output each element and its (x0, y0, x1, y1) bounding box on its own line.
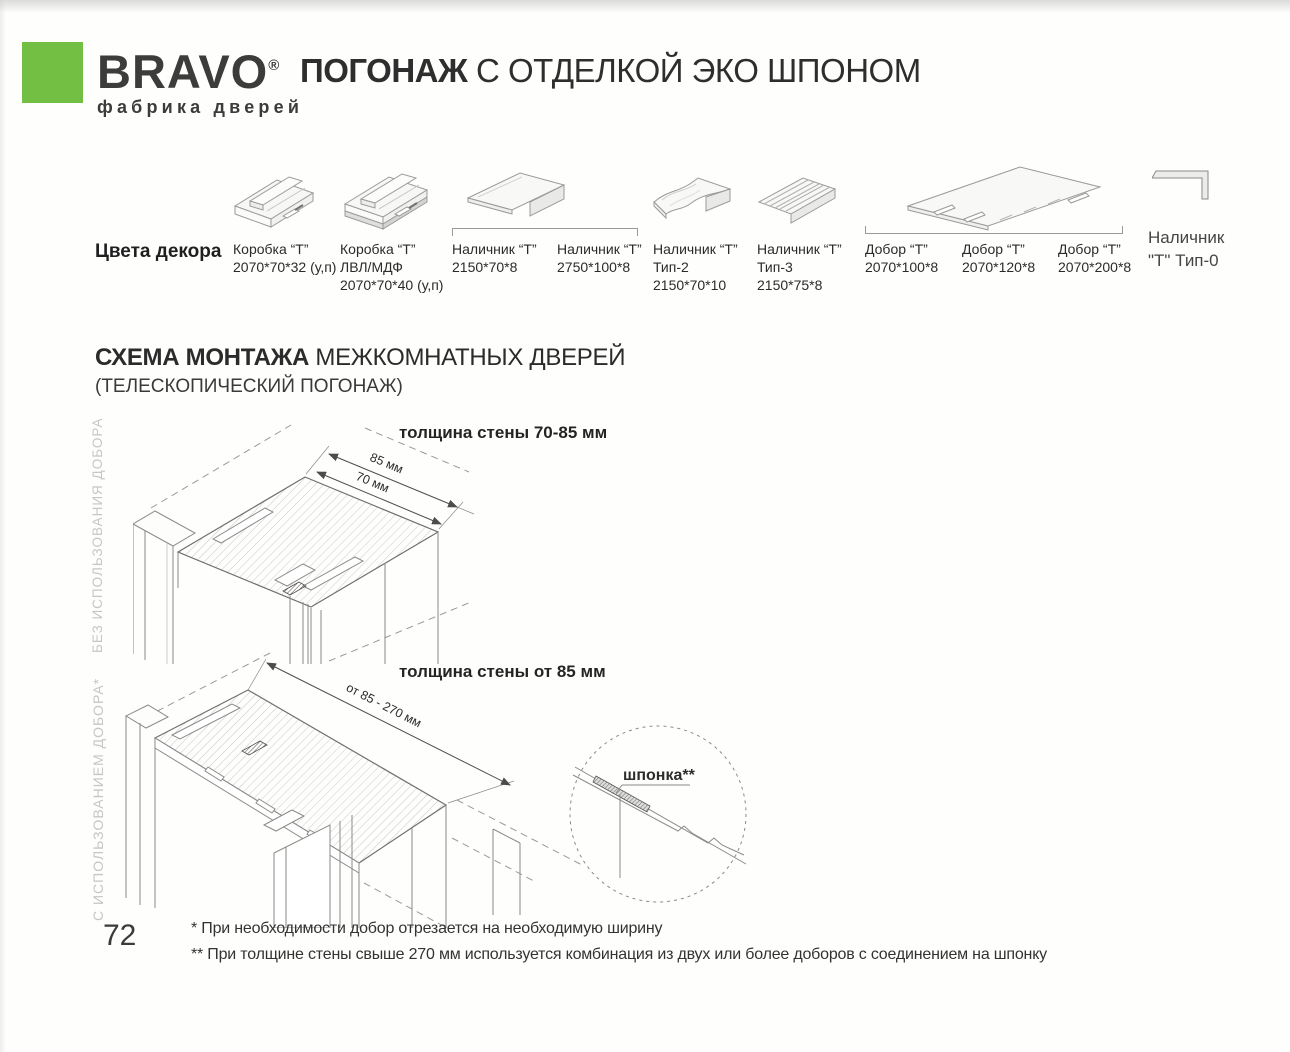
product-korobka-t: Коробка “Т” 2070*70*32 (у,п) (233, 241, 337, 275)
detail-circle (560, 714, 755, 914)
diagram2-caption: толщина стены от 85 мм (399, 662, 606, 681)
nalichnik-group-bracket (452, 228, 638, 236)
scan-edge-top (0, 0, 1290, 13)
brand-logo (97, 44, 303, 118)
product-nalichnik-tip0: Наличник "Т" Тип-0 (1148, 228, 1225, 270)
product-dobor-100: Добор “Т” 2070*100*8 (865, 241, 939, 275)
dobor-group-bracket (865, 226, 1123, 234)
decor-colors-label: Цвета декора (95, 241, 222, 262)
brand-tagline: фабрика дверей (97, 97, 304, 117)
dim-70mm: 70 мм (353, 469, 392, 496)
page-title-bold: ПОГОНАЖ (300, 52, 468, 89)
dobor-t-icon (900, 162, 1108, 232)
product-dobor-200: Добор “Т” 2070*200*8 (1058, 241, 1132, 275)
scan-edge-left (0, 0, 6, 1052)
page-title-rest: С ОТДЕЛКОЙ ЭКО ШПОНОМ (467, 52, 921, 89)
diagram-with-dobor (112, 643, 592, 928)
product-nalichnik-t-2150: Наличник “Т” 2150*70*8 (452, 241, 537, 275)
registered-mark: ® (268, 57, 281, 74)
product-korobka-t-lvl: Коробка “Т” ЛВЛ/МДФ 2070*70*40 (у,п) (340, 241, 444, 293)
shponka-label: шпонка** (623, 767, 695, 784)
side-label-no-dobor: БЕЗ ИСПОЛЬЗОВАНИЯ ДОБОРА (90, 417, 105, 653)
korobka-t-lvl-icon (333, 162, 435, 234)
product-dobor-120: Добор “Т” 2070*120*8 (962, 241, 1036, 275)
page-title (300, 52, 921, 90)
footnote-1: * При необходимости добор отрезается на необходимую ширину (191, 920, 663, 937)
scheme-heading-bold: СХЕМА МОНТАЖА (95, 344, 310, 371)
diagram-no-dobor (133, 412, 478, 664)
korobka-t-icon (225, 166, 321, 232)
nalichnik-tip3-icon (753, 168, 841, 226)
nalichnik-tip0-icon (1152, 168, 1216, 204)
diagram1-caption: толщина стены 70-85 мм (399, 423, 608, 442)
brand-logo-square (22, 42, 83, 103)
nalichnik-t-icon (462, 168, 572, 226)
footnote-2: ** При толщине стены свыше 270 мм используется комбинация из двух или более доборов с соединением на шпонку (191, 946, 1047, 963)
product-nalichnik-tip3: Наличник “Т” Тип-3 2150*75*8 (757, 241, 842, 293)
scheme-subheading: (ТЕЛЕСКОПИЧЕСКИЙ ПОГОНАЖ) (95, 376, 403, 397)
product-nalichnik-t-2750: Наличник “Т” 2750*100*8 (557, 241, 642, 275)
brand-name: BRAVO® (97, 45, 281, 98)
product-nalichnik-tip2: Наличник “Т” Тип-2 2150*70*10 (653, 241, 738, 293)
scheme-heading (95, 344, 625, 372)
dim-85-270mm: от 85 - 270 мм (343, 680, 424, 731)
scheme-heading-rest: МЕЖКОМНАТНЫХ ДВЕРЕЙ (309, 344, 626, 371)
page-number: 72 (103, 919, 137, 952)
dim-85mm: 85 мм (367, 450, 406, 477)
side-label-with-dobor: С ИСПОЛЬЗОВАНИЕМ ДОБОРА* (90, 677, 106, 922)
nalichnik-tip2-icon (648, 168, 736, 224)
